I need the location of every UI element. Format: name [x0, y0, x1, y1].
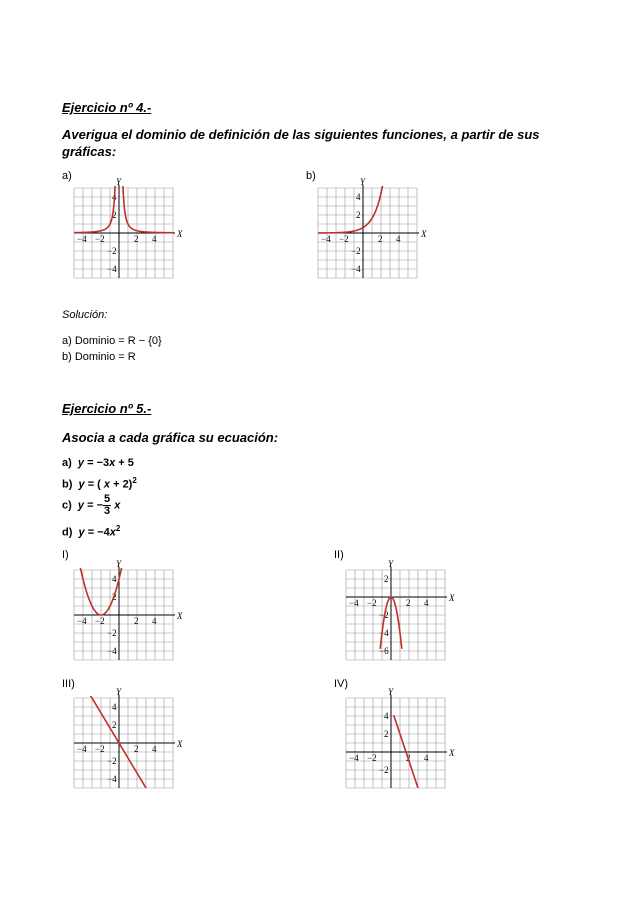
x-tick-label: −2: [367, 598, 377, 608]
x-tick-label: −2: [339, 234, 349, 244]
x-tick-label: 4: [152, 744, 157, 754]
equation-d: d) $y = -4x^2$: [62, 524, 121, 539]
x-tick-label: −2: [95, 616, 105, 626]
graph-III: [66, 688, 186, 798]
y-tick-label: −2: [107, 756, 117, 766]
x-tick-label: −4: [77, 744, 87, 754]
y-tick-label: −2: [107, 246, 117, 256]
y-tick-label: 2: [356, 210, 361, 220]
x-tick-label: −4: [77, 234, 87, 244]
exercise-5-heading: Ejercicio nº 5.-: [62, 401, 152, 416]
graph-I: [66, 560, 186, 670]
x-tick-label: −2: [95, 744, 105, 754]
y-tick-label: −2: [379, 610, 389, 620]
graph-IV: [338, 688, 458, 798]
solution-b: b) Dominio = R: [62, 351, 136, 363]
x-axis-label: X: [177, 229, 183, 239]
y-tick-label: −2: [351, 246, 361, 256]
x-tick-label: 2: [406, 753, 411, 763]
y-tick-label: 4: [112, 574, 117, 584]
graph-IV-label: IV): [334, 678, 349, 690]
graph-b-label: b): [306, 170, 316, 182]
y-tick-label: 4: [384, 711, 389, 721]
x-tick-label: 4: [152, 616, 157, 626]
graph-b: [310, 178, 430, 288]
graph-II-label: II): [334, 549, 344, 561]
x-axis-label: X: [449, 593, 455, 603]
y-tick-label: −4: [107, 264, 117, 274]
graph-a-label: a): [62, 170, 72, 182]
function-curve: [74, 182, 115, 233]
graph-II: [338, 560, 458, 670]
graph-a: [66, 178, 186, 288]
exercise-4-prompt: Averigua el dominio de definición de las siguientes funciones, a partir de sus gráficas:: [62, 127, 540, 159]
x-tick-label: 2: [378, 234, 383, 244]
y-tick-label: 2: [112, 720, 117, 730]
y-axis-label: Y: [116, 560, 122, 569]
x-tick-label: 4: [152, 234, 157, 244]
x-tick-label: −2: [367, 753, 377, 763]
x-tick-label: 4: [396, 234, 401, 244]
y-axis-label: Y: [116, 178, 122, 187]
equation-c: c) y = − $\frac{5}{3}$ x: [62, 493, 121, 517]
y-tick-label: −4: [351, 264, 361, 274]
x-tick-label: −4: [321, 234, 331, 244]
solution-a: a) Dominio = R − {0}: [62, 335, 162, 347]
y-axis-label: Y: [388, 560, 394, 569]
x-axis-label: X: [177, 739, 183, 749]
exercise-4-heading: Ejercicio nº 4.-: [62, 100, 152, 115]
y-tick-label: −6: [379, 646, 389, 656]
y-tick-label: −2: [107, 628, 117, 638]
y-tick-label: 2: [112, 592, 117, 602]
x-tick-label: −4: [349, 753, 359, 763]
graph-I-label: I): [62, 549, 69, 561]
y-tick-label: −4: [107, 774, 117, 784]
y-tick-label: 4: [112, 702, 117, 712]
x-tick-label: 4: [424, 598, 429, 608]
equation-a: a) y = −3x + 5: [62, 457, 134, 469]
y-tick-label: −4: [379, 628, 389, 638]
y-axis-label: Y: [360, 178, 366, 187]
exercise-5-prompt: Asocia a cada gráfica su ecuación:: [62, 430, 279, 445]
x-axis-label: X: [449, 748, 455, 758]
graph-III-label: III): [62, 678, 75, 690]
function-curve: [123, 182, 173, 233]
y-tick-label: 2: [384, 574, 389, 584]
x-tick-label: 2: [134, 234, 139, 244]
x-axis-label: X: [421, 229, 427, 239]
y-axis-label: Y: [116, 688, 122, 697]
y-tick-label: 4: [112, 192, 117, 202]
x-tick-label: −4: [349, 598, 359, 608]
solution-label: Solución:: [62, 309, 108, 321]
y-tick-label: 2: [112, 210, 117, 220]
x-tick-label: 2: [134, 744, 139, 754]
y-axis-label: Y: [388, 688, 394, 697]
y-tick-label: 4: [356, 192, 361, 202]
x-tick-label: 2: [406, 598, 411, 608]
x-axis-label: X: [177, 611, 183, 621]
y-tick-label: −4: [107, 646, 117, 656]
x-tick-label: −4: [77, 616, 87, 626]
y-tick-label: 2: [384, 729, 389, 739]
equation-b: b) y = ( x + 2)$^2$: [62, 476, 137, 491]
x-tick-label: 4: [424, 753, 429, 763]
x-tick-label: 2: [134, 616, 139, 626]
y-tick-label: −2: [379, 765, 389, 775]
x-tick-label: −2: [95, 234, 105, 244]
